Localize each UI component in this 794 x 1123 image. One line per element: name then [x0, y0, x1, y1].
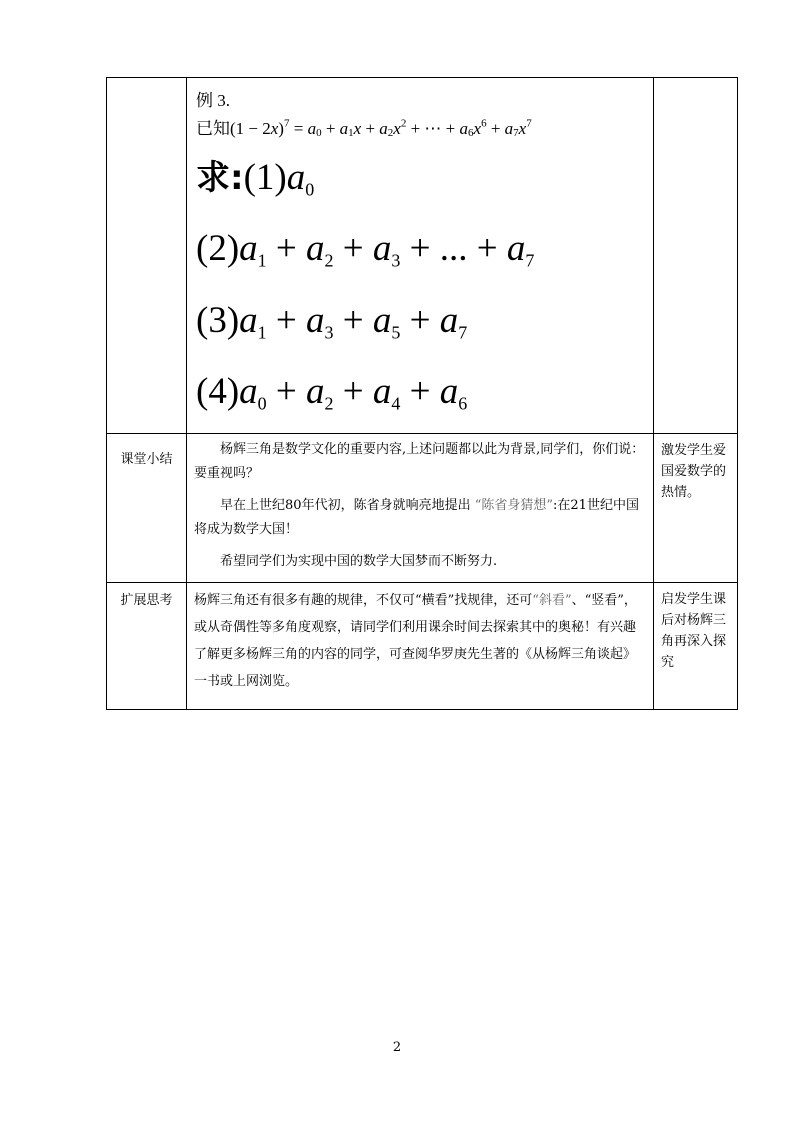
extension-label: 扩展思考: [107, 583, 187, 710]
example-label-cell: [107, 78, 187, 434]
example-cell: [187, 78, 654, 434]
question-3: $(3)a_1 + a_3 + a_5 + a_7$: [196, 299, 468, 342]
chen-conjecture-quote: “陈省身猜想”: [474, 498, 554, 514]
ask-prefix: 求: [196, 158, 230, 198]
extension-note: 启发学生课后对杨辉三角再深入探究: [654, 583, 738, 710]
summary-text: [187, 434, 654, 583]
lesson-table: [106, 77, 738, 710]
summary-row: [107, 434, 738, 583]
question-2: $(2)a_1 + a_2 + a_3$ + ... + $a_7$: [196, 228, 535, 271]
given-prefix: 已知: [196, 119, 230, 138]
question-4: $(4)a_0 + a_2 + a_4 + a_6$: [196, 370, 468, 414]
example-note-cell: [654, 78, 738, 434]
summary-label: 课堂小结: [107, 434, 187, 583]
extension-text: [187, 583, 654, 710]
example-row: [107, 78, 738, 434]
page-number: 2: [392, 1040, 402, 1055]
summary-paragraph-2: 早在上世纪80年代初，陈省身就响亮地提出 “陈省身猜想”:在21世纪中国将成为数学大国！: [194, 498, 639, 538]
example-title: 例 3.: [196, 91, 230, 110]
summary-paragraph-1: 杨辉三角是数学文化的重要内容,上述问题都以此为背景,同学们，你们说：要重视吗？: [194, 442, 645, 482]
summary-paragraph-3: 希望同学们为实现中国的数学大国梦而不断努力.: [220, 554, 498, 570]
extension-row: [107, 583, 738, 710]
question-1: 求$:(1)a_0$: [196, 157, 315, 200]
extension-paragraph: 杨辉三角还有很多有趣的规律，不仅可“横看”找规律，还可“斜看”、“竖看”，或从奇偶性等多角度观察，请同学们利用课余时间去探索其中的奥秘！有兴趣了解更多杨辉三角的内容的同学，可查阅华罗庚先生著的《从杨辉三角谈起》一书或上网浏览。: [194, 593, 637, 690]
summary-note: 激发学生爱国爱数学的热情。: [654, 434, 738, 583]
extension-quote: “斜看”: [532, 593, 572, 609]
given-equation: 已知$(1 - 2x)^7 = a_0 + a_1x + a_2x^2$ + ⋯ + $a_6x^6 + a_7x^7$: [196, 117, 532, 140]
